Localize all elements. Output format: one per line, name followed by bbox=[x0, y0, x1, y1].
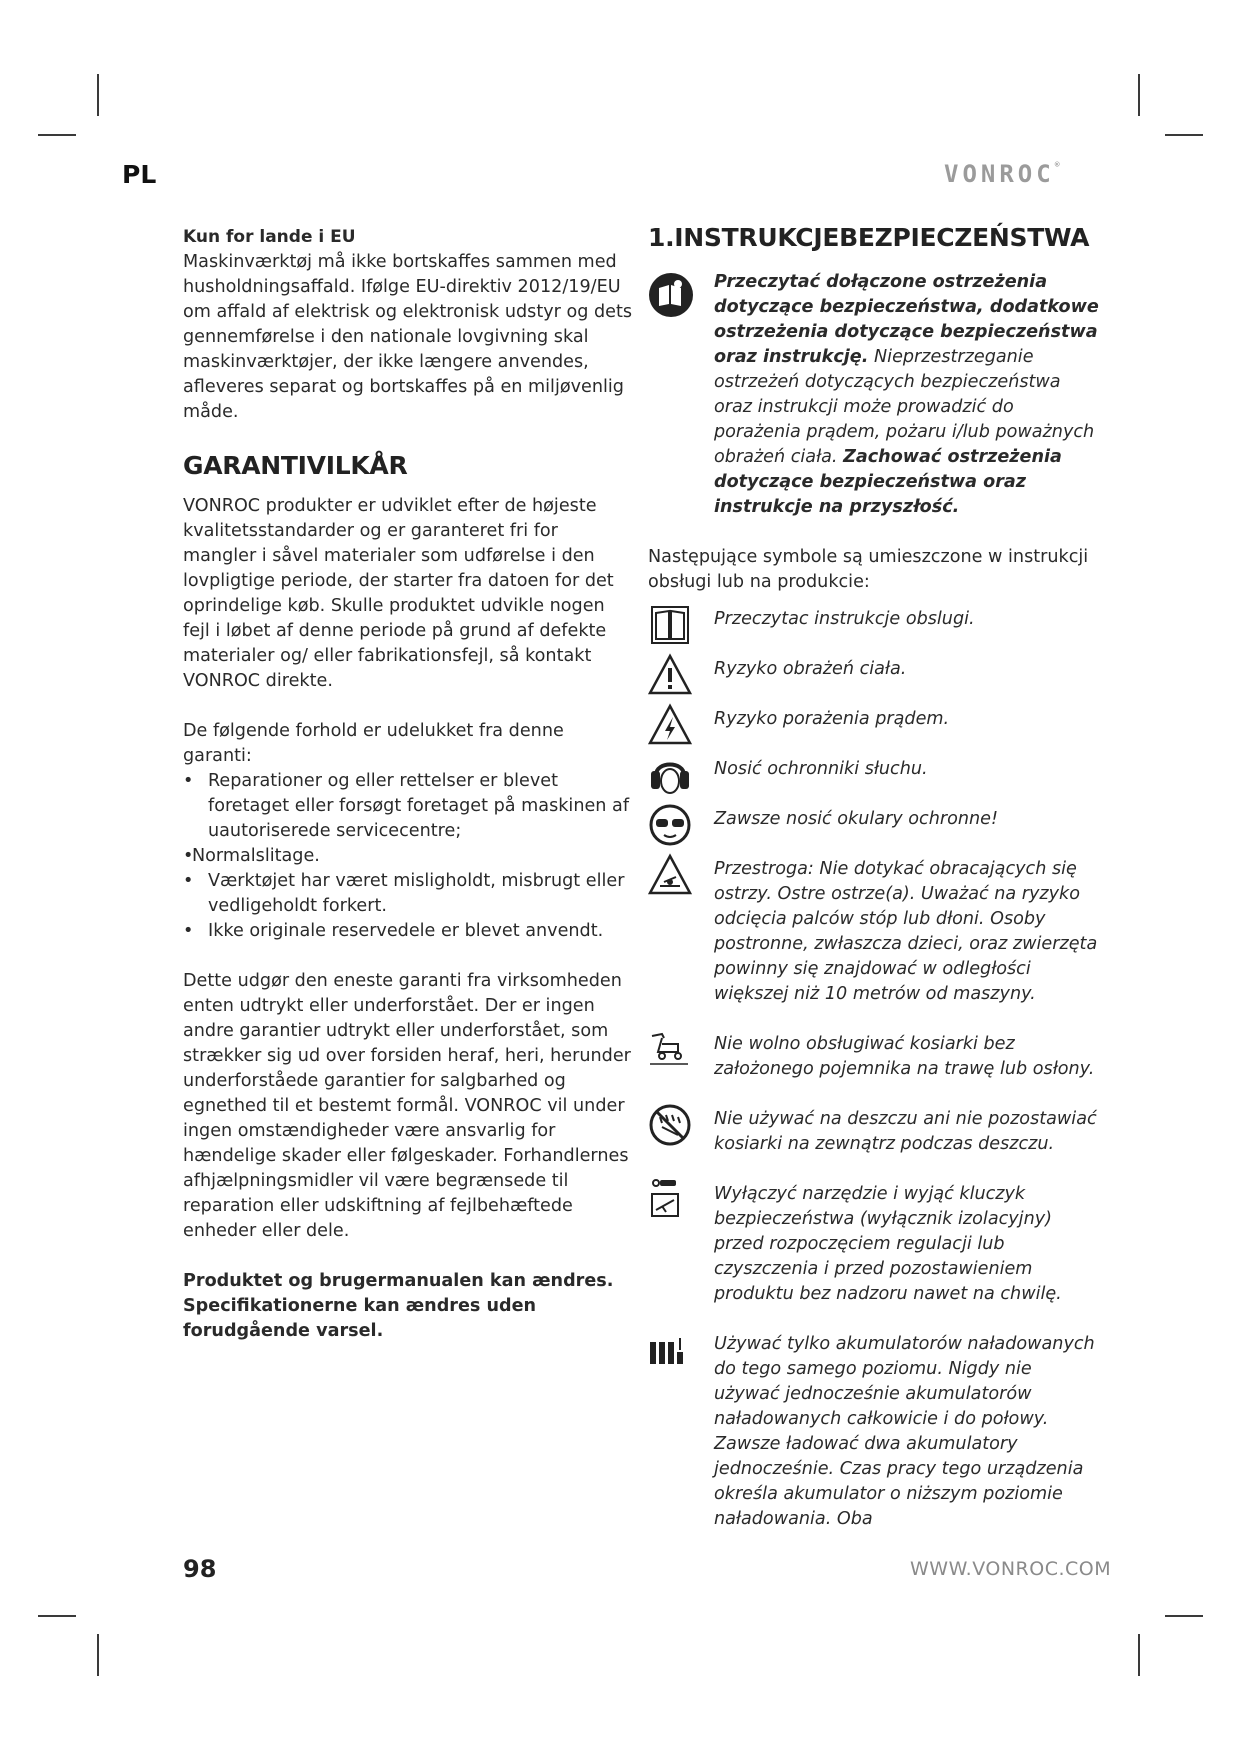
symbols-intro: Następujące symbole są umieszczone w instrukcji obsługi lub na produkcie: bbox=[648, 547, 1089, 592]
symbol-text: Wyłączyć narzędzie i wyjąć kluczyk bezpieczeństwa (wyłącznik izolacyjny) przed rozpoczęciem regulacji lub czyszczenia i przed pozostawieniem produktu bez nadzoru nawet na chwilę. bbox=[714, 1184, 1062, 1304]
warning-exclamation-icon bbox=[648, 653, 692, 697]
symbol-text: Nosić ochronniki słuchu. bbox=[714, 759, 928, 779]
crop-mark bbox=[1138, 74, 1140, 116]
symbol-item bbox=[648, 707, 1100, 732]
symbols-list bbox=[648, 607, 1100, 1532]
list-item: • Normalslitage. bbox=[183, 844, 635, 869]
website-url: WWW.VONROC.COM bbox=[910, 1558, 1112, 1580]
eu-heading: Kun for lande i EU bbox=[183, 227, 356, 247]
manual-book-icon bbox=[648, 603, 692, 647]
brand-logo bbox=[944, 160, 1060, 188]
left-column bbox=[183, 225, 635, 1344]
symbol-text: Zawsze nosić okulary ochronne! bbox=[714, 809, 999, 829]
mower-guard-icon bbox=[648, 1028, 692, 1072]
symbol-text: Nie wolno obsługiwać kosiarki bez założonego pojemnika na trawę lub osłony. bbox=[714, 1034, 1095, 1079]
warning-text: Nieprzestrzeganie ostrzeżeń dotyczących bezpieczeństwa oraz instrukcji może prowadzić do porażenia prądem, pożaru i/lub poważnych obrażeń ciała. bbox=[714, 347, 1095, 467]
symbol-text: Przestroga: Nie dotykać obracających się ostrzy. Ostre ostrze(a). Uważać na ryzyko odcięcia palców stóp lub dłoni. Osoby postronne, zwłaszcza dzieci, oraz zwierzęta powinny się znajdować w odległości większej niż 10 metrów od maszyny. bbox=[714, 859, 1098, 1004]
brand-registered-mark: ® bbox=[1054, 160, 1060, 169]
symbol-item bbox=[648, 1332, 1100, 1532]
eye-protection-icon bbox=[648, 803, 692, 847]
warranty-disclaimer: Dette udgør den eneste garanti fra virksomheden enten udtrykt eller underforstået. Der er ingen andre garantier udtrykt eller underforstået, som strækker sig ud over forsiden heraf, heri, herunder underforståede garantier for salgbarhed og egnethed til et bestemt formål. VONROC vil under ingen omstændigheder være ansvarlig for hændelige skader eller følgeskader. Forhandlernes afhjælpningsmidler vil være begrænsede til reparation eller udskiftning af fejlbehæftede enheder eller dele. bbox=[183, 971, 631, 1241]
brand-name: VONROC bbox=[944, 160, 1055, 188]
ear-protection-icon bbox=[648, 753, 692, 797]
warning-bold-text-2: Zachować ostrzeżenia dotyczące bezpieczeństwa oraz instrukcje na przyszłość. bbox=[714, 447, 1062, 517]
list-item: • Reparationer og eller rettelser er blevet foretaget eller forsøgt foretaget på maskinen af uautoriserede servicecentre; bbox=[183, 769, 635, 844]
symbol-item bbox=[648, 1182, 1100, 1307]
crop-mark bbox=[1165, 134, 1203, 136]
list-item: • Værktøjet har været misligholdt, misbrugt eller vedligeholdt forkert. bbox=[183, 869, 635, 919]
list-item: • Ikke originale reservedele er blevet anvendt. bbox=[183, 919, 635, 944]
symbol-item bbox=[648, 757, 1100, 782]
symbol-text: Przeczytac instrukcje obslugi. bbox=[714, 609, 975, 629]
symbol-item bbox=[648, 1032, 1100, 1082]
symbol-item bbox=[648, 807, 1100, 832]
symbol-text: Używać tylko akumulatorów naładowanych do tego samego poziomu. Nigdy nie używać jednocześnie akumulatorów naładowanych całkowicie i do połowy. Zawsze ładować dwa akumulatory jednocześnie. Czas pracy tego urządzenia określa akumulator o niższym poziomie naładowania. Oba bbox=[714, 1334, 1095, 1529]
battery-level-icon bbox=[648, 1328, 692, 1372]
exclusions-intro: De følgende forhold er udelukket fra denne garanti: bbox=[183, 721, 564, 766]
safety-heading: 1.INSTRUKCJEBEZPIECZEŃSTWA bbox=[648, 223, 1090, 252]
exclusions-list bbox=[183, 769, 635, 944]
safety-key-icon bbox=[648, 1178, 692, 1222]
change-notice: Produktet og brugermanualen kan ændres. Specifikationerne kan ændres uden forudgående varsel. bbox=[183, 1271, 614, 1341]
symbol-text: Nie używać na deszczu ani nie pozostawiać kosiarki na zewnątrz podczas deszczu. bbox=[714, 1109, 1097, 1154]
crop-mark bbox=[38, 134, 76, 136]
crop-mark bbox=[1138, 1634, 1140, 1676]
crop-mark bbox=[97, 74, 99, 116]
page-number: 98 bbox=[183, 1555, 217, 1583]
symbol-text: Ryzyko obrażeń ciała. bbox=[714, 659, 907, 679]
crop-mark bbox=[1165, 1615, 1203, 1617]
rotating-blade-warning-icon bbox=[648, 853, 692, 897]
warning-bold-text: Przeczytać dołączone ostrzeżenia dotyczące bezpieczeństwa, dodatkowe ostrzeżenia dotyczące bezpieczeństwa oraz instrukcję. bbox=[714, 272, 1099, 367]
eu-disposal-text: Maskinværktøj må ikke bortskaffes sammen med husholdningsaffald. Ifølge EU-direktiv 2012/19/EU om affald af elektrisk og elektronisk udstyr og dets gennemførelse i den nationale lovgivning skal maskinværktøjer, der ikke længere anvendes, afleveres separat og bortskaffes på en miljøvenlig måde. bbox=[183, 252, 633, 422]
right-column bbox=[648, 225, 1100, 1532]
safety-warning bbox=[648, 270, 1100, 520]
symbol-item bbox=[648, 857, 1100, 1007]
symbol-item bbox=[648, 1107, 1100, 1157]
read-manual-icon bbox=[648, 272, 694, 318]
electric-shock-icon bbox=[648, 703, 692, 747]
no-rain-icon bbox=[648, 1103, 692, 1147]
crop-mark bbox=[38, 1615, 76, 1617]
warranty-heading: GARANTIVILKÅR bbox=[183, 451, 408, 480]
crop-mark bbox=[97, 1634, 99, 1676]
symbol-text: Ryzyko porażenia prądem. bbox=[714, 709, 950, 729]
language-label: PL bbox=[122, 160, 157, 189]
symbol-item bbox=[648, 607, 1100, 632]
warranty-paragraph: VONROC produkter er udviklet efter de højeste kvalitetsstandarder og er garanteret fri for mangler i såvel materialer som udførelse i den lovpligtige periode, der starter fra datoen for det oprindelige køb. Skulle produktet udvikle nogen fejl i løbet af denne periode på grund af defekte materialer og/ eller fabrikationsfejl, så kontakt VONROC direkte. bbox=[183, 496, 614, 691]
symbol-item bbox=[648, 657, 1100, 682]
